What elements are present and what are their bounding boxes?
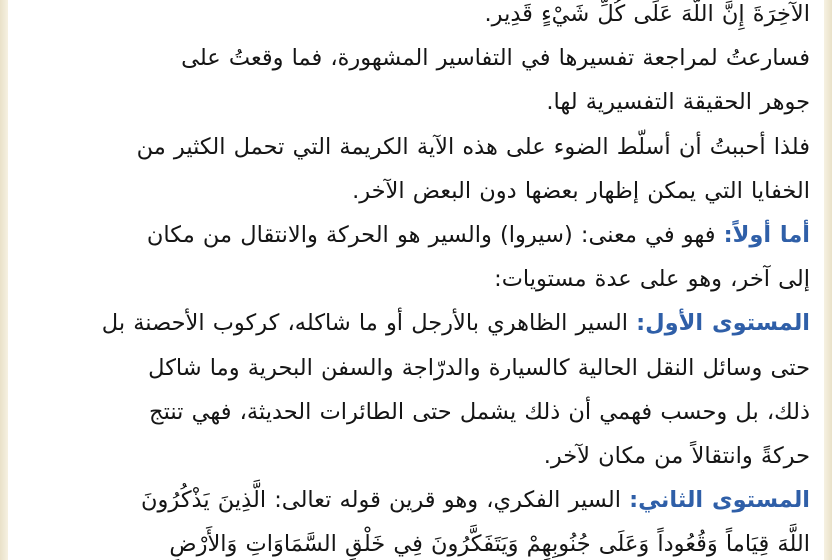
text-line — [22, 213, 810, 257]
text-line — [22, 301, 810, 345]
text-segment: جوهر الحقيقة التفسيرية لها. — [546, 89, 810, 116]
text-segment: حركةً وانتقالاً من مكان لآخر. — [543, 442, 810, 469]
text-line — [22, 478, 810, 522]
text-line — [22, 434, 810, 478]
text-segment: ذلك، بل وحسب فهمي أن ذلك يشمل حتى الطائرات الحديثة، فهي تنتج — [149, 398, 810, 425]
text-segment: السير الظاهري بالأرجل أو ما شاكله، كركوب الأحصنة بل — [101, 310, 637, 337]
text-segment: فسارعتُ لمراجعة تفسيرها في التفاسير المشهورة، فما وقعتُ على — [181, 45, 810, 72]
text-segment: السير الفكري، وهو قرين قوله تعالى: الَّذِينَ يَذْكُرُونَ — [141, 487, 630, 514]
text-line — [22, 36, 810, 80]
text-segment: اللَّهَ قِيَاماً وَقُعُوداً وَعَلَى جُنُوبِهِمْ وَيَتَفَكَّرُونَ فِي خَلْقِ السَّمَاوَاتِ وَالأَرْضِ — [169, 531, 810, 558]
text-segment: فلذا أحببتُ أن أسلّط الضوء على هذه الآية الكريمة التي تحمل الكثير من — [136, 133, 810, 160]
text-line — [22, 125, 810, 169]
section-heading: المستوى الأول: — [636, 310, 810, 337]
text-segment: حتى وسائل النقل الحالية كالسيارة والدرّاجة والسفن البحرية وما شاكل — [148, 354, 810, 381]
text-line — [22, 346, 810, 390]
text-segment: إلى آخر، وهو على عدة مستويات: — [494, 266, 810, 293]
section-heading: المستوى الثاني: — [629, 487, 810, 514]
text-line — [22, 257, 810, 301]
text-segment: الخفايا التي يمكن إظهار بعضها دون البعض الآخر. — [352, 177, 810, 204]
text-line — [22, 169, 810, 213]
text-line — [22, 522, 810, 560]
text-line — [22, 390, 810, 434]
text-line — [22, 80, 810, 124]
document-body — [22, 0, 810, 560]
section-heading: أما أولاً: — [723, 221, 810, 248]
text-segment: فهو في معنى: (سيروا) والسير هو الحركة والانتقال من مكان — [146, 221, 724, 248]
page-border-left — [0, 0, 8, 560]
text-segment: الآخِرَةَ إِنَّ اللَّهَ عَلَى كُلِّ شَيْءٍ قَدِير. — [484, 1, 810, 27]
text-line — [22, 0, 810, 36]
page-border-right — [824, 0, 832, 560]
